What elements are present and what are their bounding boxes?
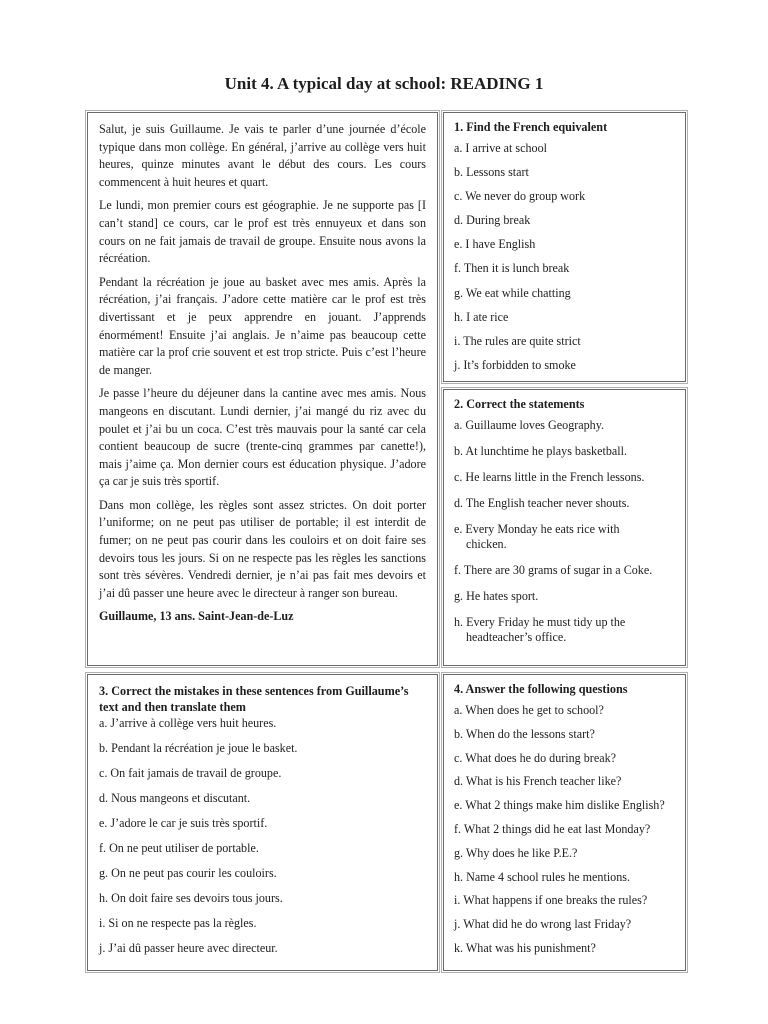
section-1-list	[454, 141, 675, 373]
section-1-item: d. During break	[454, 213, 531, 228]
section-1-item: b. Lessons start	[454, 165, 529, 180]
section-4-list	[454, 703, 675, 956]
section-3-item: h. On doit faire ses devoirs tous jours.	[99, 891, 283, 905]
section-1-item: a. I arrive at school	[454, 141, 548, 155]
section-2-item-text: b. At lunchtime he plays basketball.	[454, 444, 627, 458]
section-4-heading: 4. Answer the following questions	[454, 682, 628, 696]
section-1-heading: 1. Find the French equivalent	[454, 120, 608, 134]
section-2-item-continuation: chicken.	[466, 537, 507, 551]
section-4-item: c. What does he do during break?	[454, 750, 616, 765]
section-2-item-text: f. There are 30 grams of sugar in a Coke.	[454, 563, 653, 577]
section-2-item-text: h. Every Friday he must tidy up the	[454, 615, 626, 629]
reading-paragraph-3: Pendant la récréation je joue au basket avec mes amis. Après la récréation, j’ai français. J’adore cette matière car le prof est très divertissant et je peux apprendre en jouant. J’apprends énormément! Ensuite j’ai anglais. Je n’aime pas beaucoup cette matière car la prof crie souvent et est trop stricte. Puis c’est l’heure de manger.	[99, 274, 426, 377]
section-2-box	[443, 389, 686, 666]
section-3-item: b. Pendant la récréation je joue le basket.	[99, 741, 298, 755]
section-4-item: h. Name 4 school rules he mentions.	[454, 869, 630, 884]
reading-text-box	[87, 112, 438, 666]
section-1-item: f. Then it is lunch break	[454, 261, 570, 276]
section-3-item: g. On ne peut pas courir les couloirs.	[99, 866, 277, 880]
section-4-item: e. What 2 things make him dislike English?	[454, 798, 665, 813]
reading-paragraph-5: Dans mon collège, les règles sont assez strictes. On doit porter l’uniforme; on ne peut pas utiliser de portable; il est interdit de fumer; on ne peut pas courir dans les couloirs et on doit faire ses devoirs tous les jours. Si on ne respecte pas les règles les sanctions sont très sévères. Vendredi dernier, je n’ai pas fait mes devoirs et j’ai dû passer une heure avec le directeur à ranger son bureau.	[99, 497, 426, 600]
section-2-item	[454, 418, 675, 433]
section-4-item: d. What is his French teacher like?	[454, 774, 622, 789]
section-3-item: j. J’ai dû passer heure avec directeur.	[99, 941, 278, 955]
section-4-item: f. What 2 things did he eat last Monday?	[454, 821, 651, 836]
section-1-item: g. We eat while chatting	[454, 285, 571, 300]
section-2-item-text: c. He learns little in the French lessons.	[454, 470, 645, 484]
section-2-item	[454, 615, 675, 645]
reading-paragraph-1: Salut, je suis Guillaume. Je vais te parler d’une journée d’école typique dans mon collège. En général, j’arrive au collège vers huit heures, quinze minutes avant le début des cours. Les cours commencent à huit heures et quart.	[99, 122, 426, 189]
section-2-item	[454, 589, 675, 604]
section-1-item: i. The rules are quite strict	[454, 333, 581, 348]
section-3-item: i. Si on ne respecte pas la règles.	[99, 916, 257, 930]
section-2-item-text: e. Every Monday he eats rice with	[454, 522, 620, 536]
section-4-item: i. What happens if one breaks the rules?	[454, 893, 648, 908]
section-2-item-text: g. He hates sport.	[454, 589, 539, 603]
section-2-item	[454, 496, 675, 511]
reading-signature: Guillaume, 13 ans. Saint-Jean-de-Luz	[99, 609, 294, 624]
worksheet-title: Unit 4. A typical day at school: READING 1	[224, 74, 544, 93]
section-3-item: d. Nous mangeons et discutant.	[99, 791, 251, 805]
section-2-item-text: a. Guillaume loves Geography.	[454, 418, 605, 432]
section-4-item: j. What did he do wrong last Friday?	[454, 917, 632, 932]
section-3-item: e. J’adore le car je suis très sportif.	[99, 816, 268, 830]
section-4-item: g. Why does he like P.E.?	[454, 845, 578, 860]
section-3-item: c. On fait jamais de travail de groupe.	[99, 766, 282, 780]
section-3-heading: 3. Correct the mistakes in these sentences from Guillaume’s text and then translate them	[99, 684, 409, 714]
section-1-item: c. We never do group work	[454, 189, 586, 204]
section-1-item: h. I ate rice	[454, 309, 509, 324]
section-4-item: k. What was his punishment?	[454, 940, 596, 955]
section-1-item: j. It’s forbidden to smoke	[454, 357, 576, 372]
section-2-item	[454, 444, 675, 459]
section-4-item: a. When does he get to school?	[454, 703, 604, 717]
section-2-list	[454, 418, 675, 645]
section-2-item	[454, 563, 675, 578]
section-2-item-text: d. The English teacher never shouts.	[454, 496, 630, 510]
section-4-box	[443, 674, 686, 971]
reading-paragraph-4: Je passe l’heure du déjeuner dans la cantine avec mes amis. Nous mangeons en discutant. Lundi dernier, j’ai mangé du riz avec du poulet et j’ai bu un coca. C’est très mauvais pour la santé car cela contient beaucoup de sucre (trente-cinq grammes par canette!), mais j’aime ça. Mon dernier cours est éducation physique. J’adore ça car je suis très sportif.	[99, 386, 426, 489]
section-3-list	[99, 716, 426, 956]
section-1-item: e. I have English	[454, 237, 536, 252]
section-1-box	[443, 112, 686, 382]
section-2-item	[454, 470, 675, 485]
section-2-heading: 2. Correct the statements	[454, 397, 585, 411]
section-4-item: b. When do the lessons start?	[454, 726, 595, 741]
section-3-item: a. J’arrive à collège vers huit heures.	[99, 716, 277, 730]
section-3-item: f. On ne peut utiliser de portable.	[99, 841, 259, 855]
reading-paragraph-2: Le lundi, mon premier cours est géographie. Je ne supporte pas [I can’t stand] ce cours, car le prof est très ennuyeux et dans son cours on ne fait jamais de travail de groupe. Ensuite nous avons la récréation.	[99, 198, 426, 266]
section-3-box	[87, 674, 438, 971]
section-2-item	[454, 522, 675, 552]
section-2-item-continuation: headteacher’s office.	[466, 630, 567, 644]
